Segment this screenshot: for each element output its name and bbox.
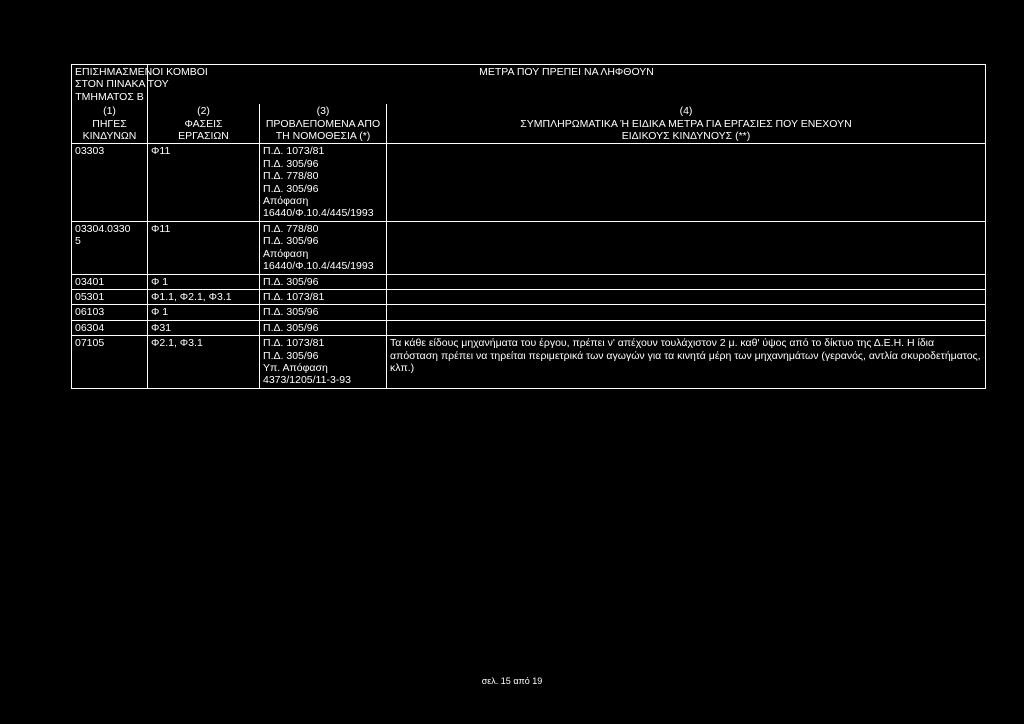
source-cell: 03401 bbox=[72, 274, 148, 289]
source-cell: 03303 bbox=[72, 144, 148, 221]
phase-cell: Φ1.1, Φ2.1, Φ3.1 bbox=[148, 289, 260, 304]
col1-group-title: ΕΠΙΣΗΜΑΣΜΕΝΟΙ ΚΟΜΒΟΙ ΣΤΟΝ ΠΙΝΑΚΑ ΤΟΥ ΤΜΗΜΑΤΟΣ Β bbox=[72, 65, 148, 105]
page-number: σελ. 15 από 19 bbox=[481, 676, 543, 686]
table-row bbox=[72, 221, 986, 274]
header-row-top bbox=[72, 65, 986, 105]
phase-cell: Φ11 bbox=[148, 221, 260, 274]
phase-cell: Φ 1 bbox=[148, 305, 260, 320]
legislation-cell: Π.Δ. 1073/81 Π.Δ. 305/96 Π.Δ. 778/80 Π.Δ. 305/96 Απόφαση 16440/Φ.10.4/445/1993 bbox=[260, 144, 387, 221]
legislation-cell: Π.Δ. 778/80 Π.Δ. 305/96 Απόφαση 16440/Φ.10.4/445/1993 bbox=[260, 221, 387, 274]
source-cell: 05301 bbox=[72, 289, 148, 304]
col3-header: (3) ΠΡΟΒΛΕΠΟΜΕΝΑ ΑΠΟ ΤΗ ΝΟΜΟΘΕΣΙΑ (*) bbox=[260, 104, 387, 144]
phase-cell: Φ31 bbox=[148, 320, 260, 335]
table-row bbox=[72, 305, 986, 320]
source-cell: 07105 bbox=[72, 336, 148, 389]
measures-cell bbox=[387, 320, 986, 335]
phase-cell: Φ11 bbox=[148, 144, 260, 221]
table-row bbox=[72, 289, 986, 304]
measures-cell bbox=[387, 274, 986, 289]
table-row bbox=[72, 274, 986, 289]
col2-header: (2) ΦΑΣΕΙΣ ΕΡΓΑΣΙΩΝ bbox=[148, 104, 260, 144]
col1-header: (1) ΠΗΓΕΣ ΚΙΝΔΥΝΩΝ bbox=[72, 104, 148, 144]
source-cell: 06304 bbox=[72, 320, 148, 335]
measures-table bbox=[71, 64, 986, 389]
phase-cell: Φ2.1, Φ3.1 bbox=[148, 336, 260, 389]
header-row-columns bbox=[72, 104, 986, 144]
legislation-cell: Π.Δ. 1073/81 bbox=[260, 289, 387, 304]
phase-cell: Φ 1 bbox=[148, 274, 260, 289]
legislation-cell: Π.Δ. 305/96 bbox=[260, 320, 387, 335]
col4-header: (4) ΣΥΜΠΛΗΡΩΜΑΤΙΚΑ Ή ΕΙΔΙΚΑ ΜΕΤΡΑ ΓΙΑ ΕΡΓΑΣΙΕΣ ΠΟΥ ΕΝΕΧΟΥΝ ΕΙΔΙΚΟΥΣ ΚΙΝΔΥΝΟΥΣ (**) bbox=[387, 104, 986, 144]
table-row bbox=[72, 144, 986, 221]
measures-cell bbox=[387, 221, 986, 274]
table-row bbox=[72, 320, 986, 335]
measures-title: ΜΕΤΡΑ ΠΟΥ ΠΡΕΠΕΙ ΝΑ ΛΗΦΘΟΥΝ bbox=[148, 65, 986, 105]
table-row bbox=[72, 336, 986, 389]
measures-cell bbox=[387, 144, 986, 221]
source-cell: 03304.0330 5 bbox=[72, 221, 148, 274]
legislation-cell: Π.Δ. 305/96 bbox=[260, 274, 387, 289]
measures-cell bbox=[387, 305, 986, 320]
legislation-cell: Π.Δ. 305/96 bbox=[260, 305, 387, 320]
source-cell: 06103 bbox=[72, 305, 148, 320]
legislation-cell: Π.Δ. 1073/81 Π.Δ. 305/96 Υπ. Απόφαση 4373/1205/11-3-93 bbox=[260, 336, 387, 389]
measures-cell: Τα κάθε είδους μηχανήματα του έργου, πρέπει ν' απέχουν τουλάχιστον 2 μ. καθ' ύψος από το δίκτυο της Δ.Ε.Η. Η ίδια απόσταση πρέπει να τηρείται περιμετρικά των αγωγών για τα κινητά μέρη των μηχανημάτων (γερανός, αντλία σκυροδετήματος, κλπ.) bbox=[387, 336, 986, 389]
measures-cell bbox=[387, 289, 986, 304]
